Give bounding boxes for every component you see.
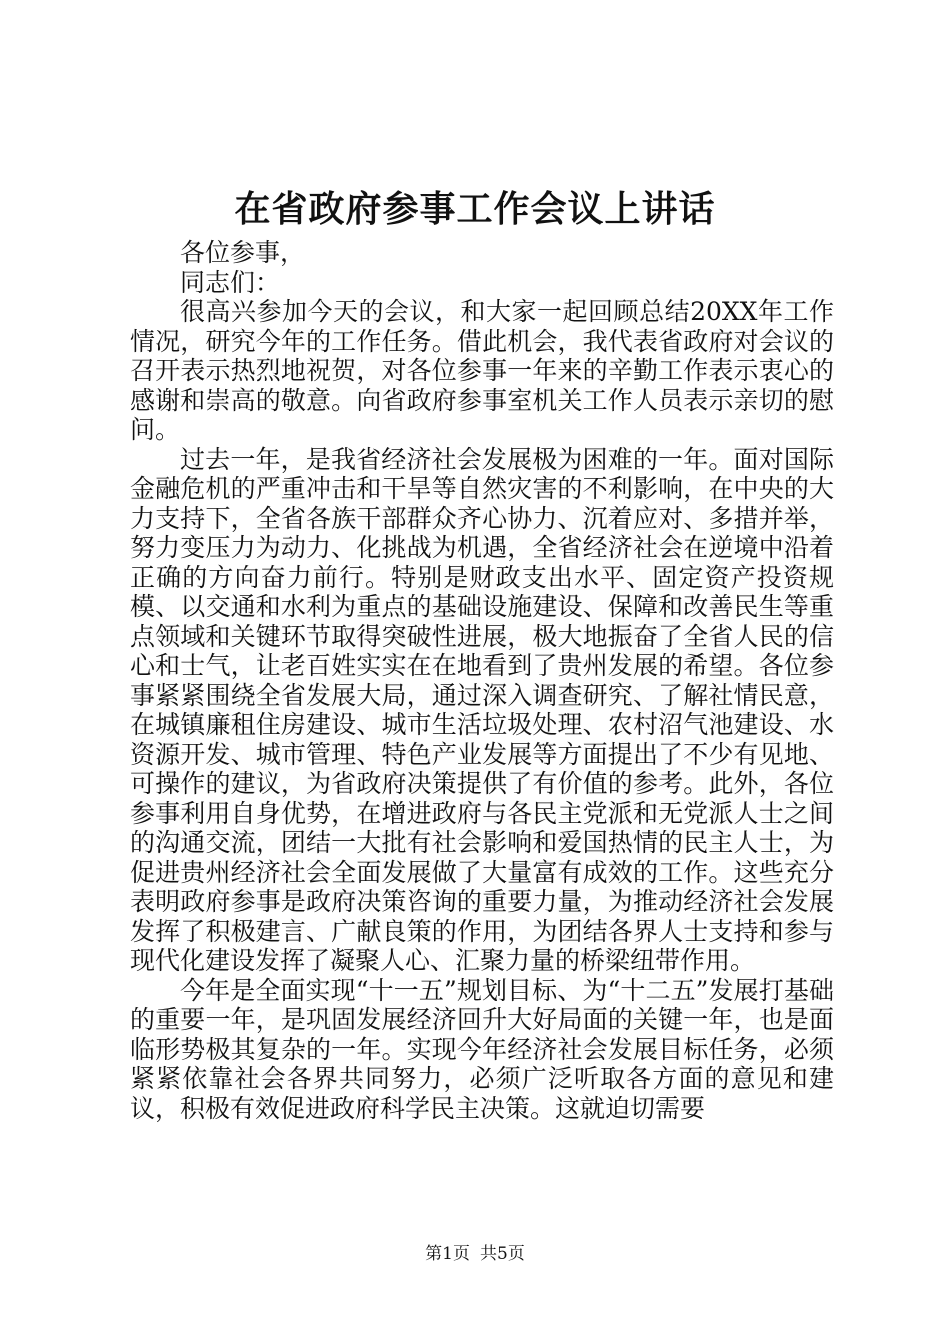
body-paragraph: 今年是全面实现“十一五”规划目标、为“十二五”发展打基础的重要一年，是巩固发展经济回升大好局面的关键一年，也是面临形势极其复杂的一年。实现今年经济社会发展目标任务，必须紧紧依靠社会各界共同努力，必须广泛听取各方面的意见和建议，积极有效促进政府科学民主决策。这就迫切需要 [130,975,834,1123]
page-total: 共5页 [480,1244,525,1264]
document-body [130,238,834,1123]
page-number: 第1页 [425,1244,470,1264]
salutation-line: 同志们： [180,267,281,297]
body-paragraph: 很高兴参加今天的会议，和大家一起回顾总结20XX年工作情况，研究今年的工作任务。借此机会，我代表省政府对会议的召开表示热烈地祝贺，对各位参事一年来的辛勤工作表示衷心的感谢和崇高的敬意。向省政府参事室机关工作人员表示亲切的慰问。 [130,297,834,444]
page-footer [0,1243,950,1265]
document-title: 在省政府参事工作会议上讲话 [234,188,716,230]
salutation-line: 各位参事， [180,238,306,267]
body-paragraph: 过去一年，是我省经济社会发展极为困难的一年。面对国际金融危机的严重冲击和干旱等自然灾害的不利影响，在中央的大力支持下，全省各族干部群众齐心协力、沉着应对、多措并举，努力变压力为动力、化挑战为机遇，全省经济社会在逆境中沿着正确的方向奋力前行。特别是财政支出水平、固定资产投资规模、以交通和水利为重点的基础设施建设、保障和改善民生等重点领域和关键环节取得突破性进展，极大地振奋了全省人民的信心和士气，让老百姓实实在在地看到了贵州发展的希望。各位参事紧紧围绕全省发展大局，通过深入调查研究、了解社情民意，在城镇廉租住房建设、城市生活垃圾处理、农村沼气池建设、水资源开发、城市管理、特色产业发展等方面提出了不少有见地、可操作的建议，为省政府决策提供了有价值的参考。此外，各位参事利用自身优势，在增进政府与各民主党派和无党派人士之间的沟通交流，团结一大批有社会影响和爱国热情的民主人士，为促进贵州经济社会全面发展做了大量富有成效的工作。这些充分表明政府参事是政府决策咨询的重要力量，为推动经济社会发展发挥了积极建言、广献良策的作用，为团结各界人士支持和参与现代化建设发挥了凝聚人心、汇聚力量的桥梁纽带作用。 [130,444,834,975]
